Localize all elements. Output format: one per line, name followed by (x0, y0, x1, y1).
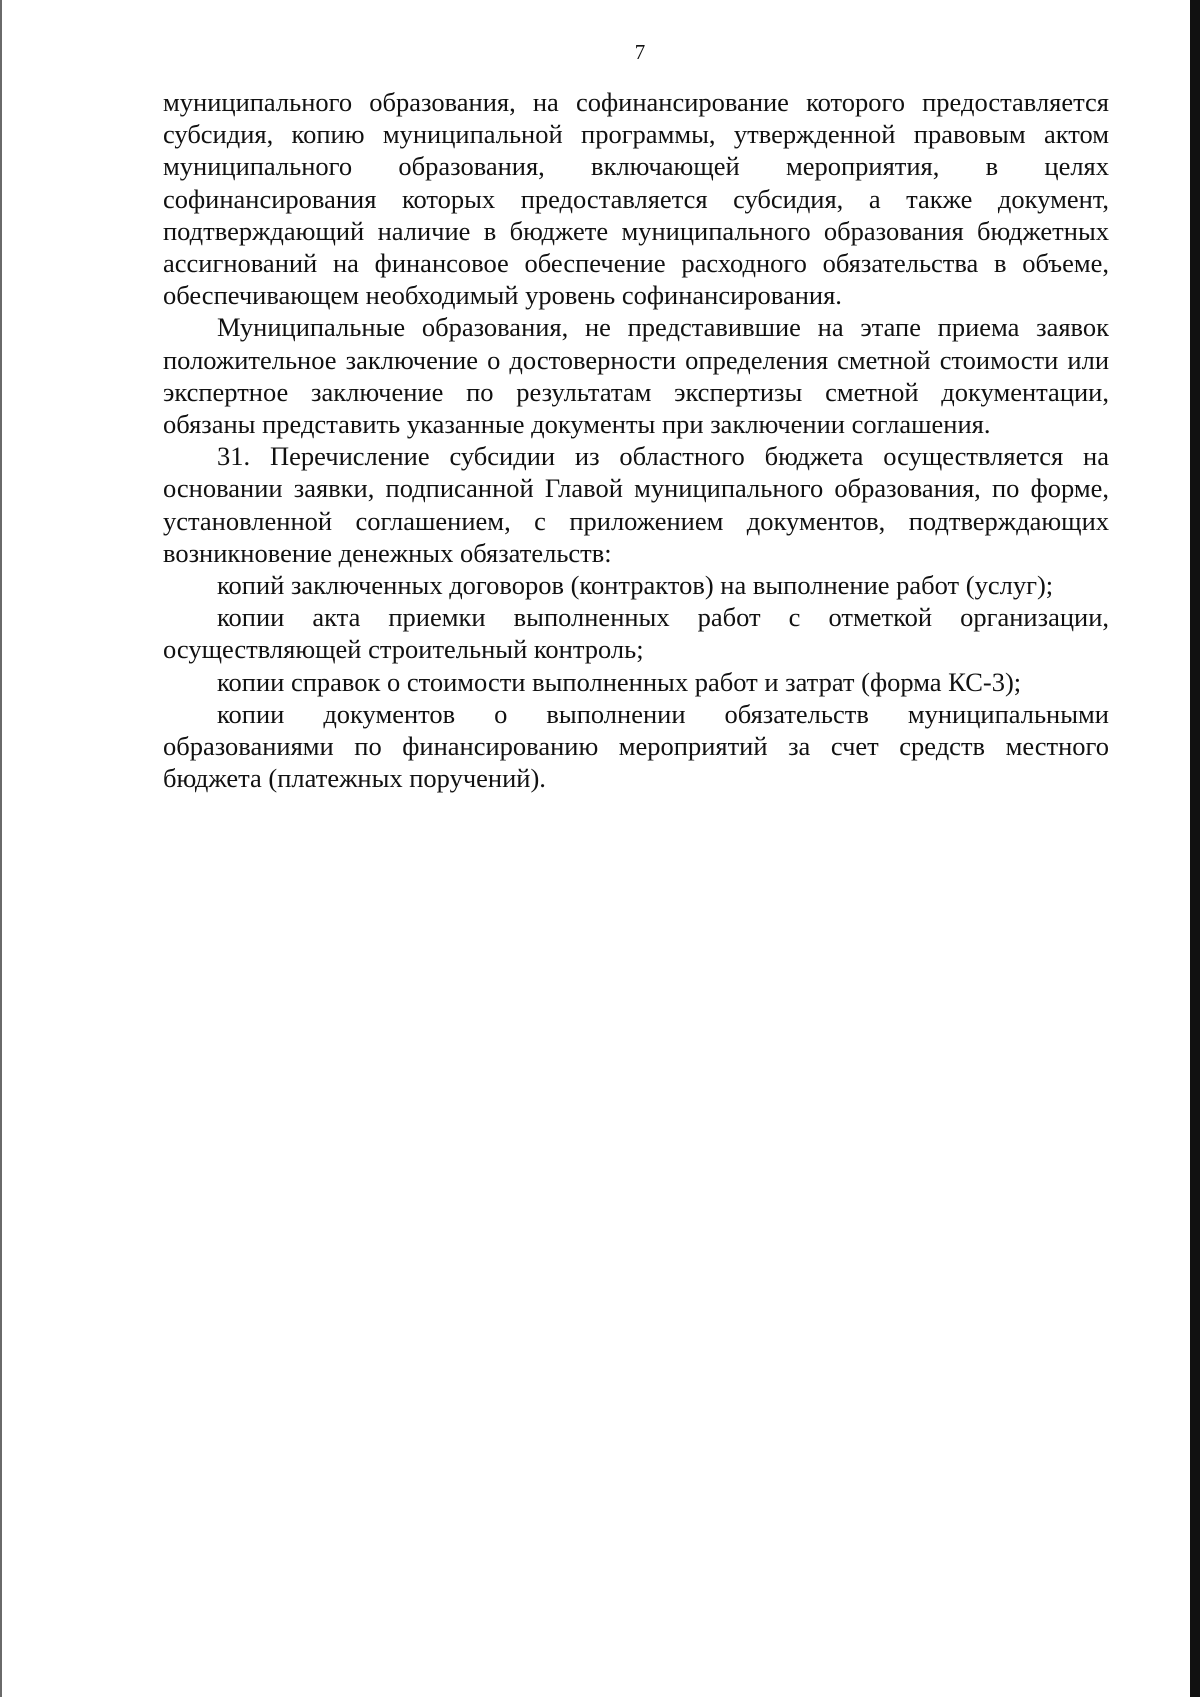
scan-right-edge (1190, 0, 1200, 1697)
page-number: 7 (634, 40, 646, 64)
document-body (163, 86, 1109, 794)
paragraph-municipal-obligations: Муниципальные образования, не представившие на этапе приема заявок положительное заключение о достоверности определения сметной стоимости или экспертное заключение по результатам экспертизы сметной документации, обязаны представить указанные документы при заключении соглашения. (163, 312, 1109, 440)
paragraph-continuation: муниципального образования, на софинансирование которого предоставляется субсидия, копию муниципальной программы, утвержденной правовым актом муниципального образования, включающей мероприятия, в целях софинансирования которых предоставляется субсидия, а также документ, подтверждающий наличие в бюджете муниципального образования бюджетных ассигнований на финансовое обеспечение расходного обязательства в объеме, обеспечивающем необходимый уровень софинансирования. (163, 87, 1109, 311)
paragraph-31-subsidy-transfer: 31. Перечисление субсидии из областного бюджета осуществляется на основании заявки, подписанной Главой муниципального образования, по форме, установленной соглашением, с приложением документов, подтверждающих возникновение денежных обязательств: (163, 441, 1109, 568)
list-item-contracts: копий заключенных договоров (контрактов) на выполнение работ (услуг); (217, 570, 1054, 601)
list-item-cost-certificates: копии справок о стоимости выполненных работ и затрат (форма КС-3); (217, 666, 1022, 697)
list-item-payment-orders: копии документов о выполнении обязательств муниципальными образованиями по финансированию мероприятий за счет средств местного бюджета (платежных поручений). (163, 698, 1109, 794)
scan-left-edge (0, 0, 2, 1697)
list-item-acceptance-act: копии акта приемки выполненных работ с отметкой организации, осуществляющей строительный контроль; (163, 602, 1109, 665)
